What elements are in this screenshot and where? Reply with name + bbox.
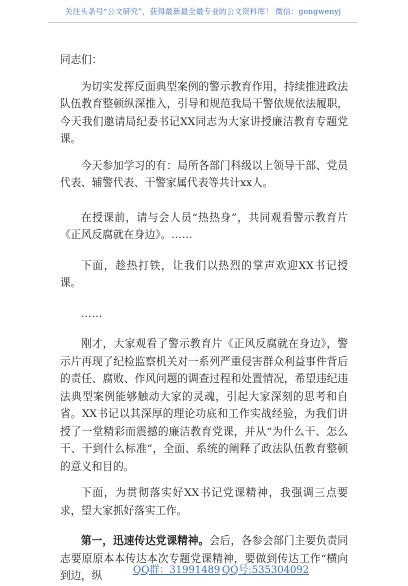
paragraph-purpose: 为切实发挥反面典型案例的警示教育作用，持续推进政法队伍教育整顿纵深推入，引导和规范我局干警依规依法履职，今天我们邀请局纪委书记XX同志为大家讲授廉洁教育专题党课。 (60, 80, 348, 145)
paragraph-ellipsis: …… (81, 307, 103, 320)
page-header-promo: 关注头条号“公文研究”，获得最新最全最专业的公文资料库！ 微信：gongwenyj (48, 6, 358, 23)
paragraph-summary: 刚才，大家观看了警示教育片《正风反腐就在身边》，警示片再现了纪检监察机关对一系列严重侵害群众利益事件背后的责任、腐败、作风问题的调查过程和处置情况，希望违纪违法典型案例能够触动大家的灵魂，引起大家深刻的思考和自省。XX书记以其深厚的理论功底和工作实战经验，为我们讲授了一堂精彩而震撼的廉洁教育党课，并从“为什么干、怎么干、干到什么标准”，全面、系统的阐释了政法队伍教育整顿的意义和目的。 (60, 338, 348, 473)
qq-group-link[interactable]: QQ群：31991489 (133, 565, 221, 576)
paragraph-welcome: 下面，趁热打铁，让我们以热烈的掌声欢迎XX书记授课。 (60, 259, 348, 289)
requirement-one-text: 会后，各参会部门主要负责同志要原原本本传达本次专题党课精神，要做到传达工作“横向到边，纵 (60, 535, 348, 582)
paragraph-attendees: 今天参加学习的有：局所各部门科级以上领导干部、党员代表、辅警代表、干警家属代表等共计xx人。 (60, 159, 348, 189)
requirement-one-heading: 第一，迅速传达党课精神。 (81, 535, 210, 547)
paragraph-requirements-intro: 下面，为贯彻落实好XX书记党课精神，我强调三点要求，望大家抓好落实工作。 (60, 487, 348, 517)
paragraph-warmup: 在授课前，请与会人员“热热身”，共同观看警示教育片《正风反腐就在身边》。…… (60, 211, 348, 241)
qq-number-link[interactable]: QQ号:535304092 (222, 565, 310, 576)
salutation: 同志们： (60, 54, 103, 66)
document-body (60, 52, 348, 586)
paragraph-requirement-one (60, 533, 348, 586)
